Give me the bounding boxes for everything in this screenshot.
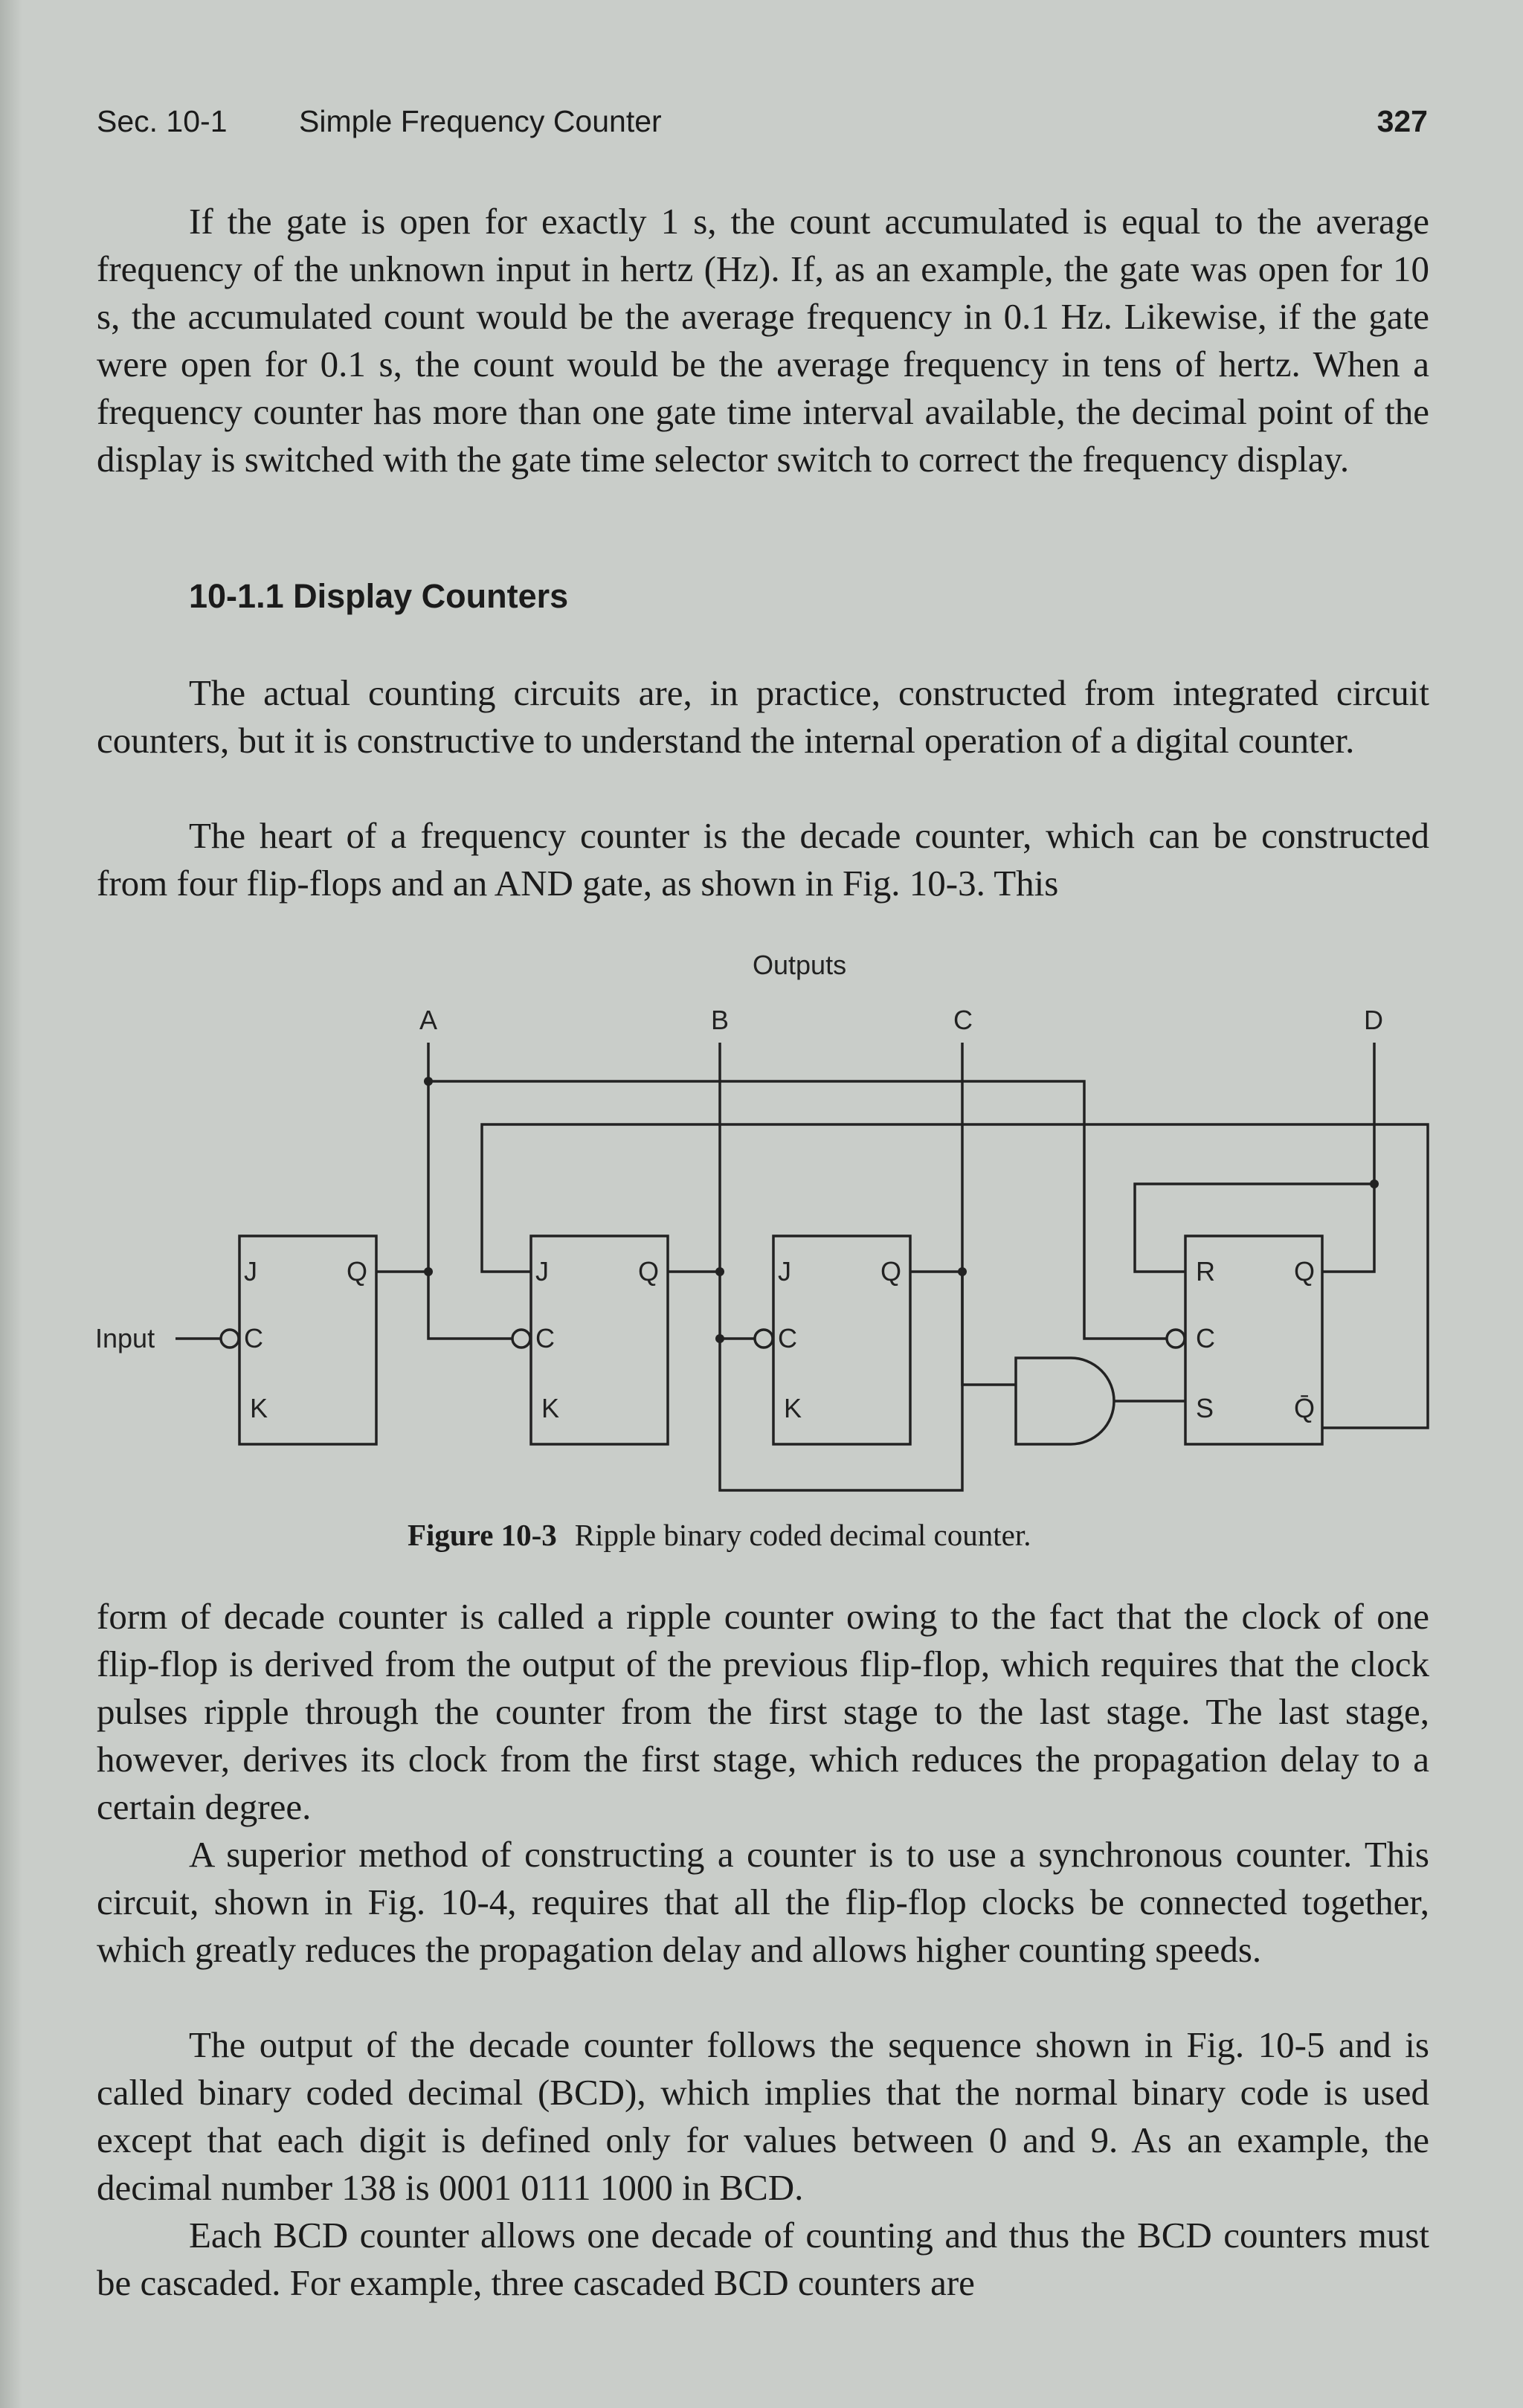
running-head — [97, 104, 1428, 149]
clock-bubble-b — [512, 1330, 530, 1348]
pin-j: J — [778, 1256, 791, 1287]
pin-q: Q — [638, 1256, 660, 1287]
paragraph-bcd-sequence: The output of the decade counter follows the sequence shown in Fig. 10-5 and is called binary coded decimal (BCD), which implies that the normal binary code is used except that each digit is defined only for values between 0 and 9. As an example, the decimal number 138 is 0001 0111 1000 in BCD. — [97, 2024, 1429, 2208]
output-label-d: D — [1364, 1005, 1383, 1035]
paragraph-synchronous-counter: A superior method of constructing a counter is to use a synchronous counter. This circuit, shown in Fig. 10-4, requires that all the flip-flop clocks be connected together, which greatly reduces the propagation delay and allows higher counting speeds. — [97, 1834, 1429, 1970]
pin-c: C — [535, 1323, 555, 1353]
pin-q: Q — [880, 1256, 902, 1287]
paragraph-gate-time: If the gate is open for exactly 1 s, the count accumulated is equal to the average frequency of the unknown input in hertz (Hz). If, as an example, the gate was open for 10 s, the accumulated count would be the average frequency in 0.1 Hz. Likewise, if the gate were open for 0.1 s, the count would be the average frequency in tens of hertz. When a frequency counter has more than one gate time interval available, the decimal point of the display is switched with the gate time selector switch to correct the frequency display. — [97, 201, 1429, 480]
pin-c: C — [244, 1323, 263, 1353]
ripple-counter-diagram — [74, 937, 1472, 1517]
pin-c: C — [1196, 1323, 1215, 1353]
pin-q-bar: Q̄ — [1294, 1393, 1316, 1423]
section-title: Simple Frequency Counter — [299, 104, 662, 138]
pin-q: Q — [1294, 1256, 1316, 1287]
pin-s: S — [1196, 1393, 1214, 1423]
caption-text: Ripple binary coded decimal counter. — [574, 1518, 1031, 1552]
subsection-heading: 10-1.1 Display Counters — [189, 577, 569, 615]
clock-bubble-c — [755, 1330, 773, 1348]
pin-k: K — [784, 1393, 802, 1423]
pin-j: J — [244, 1256, 257, 1287]
figure-10-3 — [74, 937, 1472, 1532]
and-gate — [1016, 1358, 1114, 1444]
output-label-a: A — [419, 1005, 438, 1035]
clock-bubble-d — [1167, 1330, 1185, 1348]
pin-k: K — [250, 1393, 268, 1423]
page-number: 327 — [1377, 104, 1428, 138]
pin-q: Q — [347, 1256, 368, 1287]
section-number: Sec. 10-1 — [97, 104, 228, 138]
output-label-c: C — [953, 1005, 973, 1035]
input-label: Input — [95, 1323, 155, 1353]
page-binding-edge — [0, 0, 22, 2408]
pin-c: C — [778, 1323, 797, 1353]
paragraph-cascaded-counters: Each BCD counter allows one decade of counting and thus the BCD counters must be cascaded. For example, three cascaded BCD counters are — [97, 2215, 1429, 2303]
paragraph-ripple-counter: form of decade counter is called a ripple counter owing to the fact that the clock of one flip-flop is derived from the output of the previous flip-flop, which requires that the clock pulses ripple through the counter from the first stage to the last stage. The last stage, however, derives its clock from the first stage, which reduces the propagation delay to a certain degree. — [97, 1596, 1429, 1827]
paragraph-decade-counter: The heart of a frequency counter is the decade counter, which can be constructed from four flip-flops and an AND gate, as shown in Fig. 10-3. This — [97, 815, 1429, 904]
pin-j: J — [535, 1256, 549, 1287]
clock-bubble-a — [221, 1330, 239, 1348]
pin-k: K — [541, 1393, 560, 1423]
pin-r: R — [1196, 1256, 1215, 1287]
caption-label: Figure 10-3 — [408, 1518, 557, 1552]
figure-caption — [408, 1517, 1031, 1553]
output-label-b: B — [711, 1005, 730, 1035]
outputs-label: Outputs — [753, 950, 847, 980]
paragraph-counting-circuits: The actual counting circuits are, in practice, constructed from integrated circuit counters, but it is constructive to understand the internal operation of a digital counter. — [97, 672, 1429, 761]
